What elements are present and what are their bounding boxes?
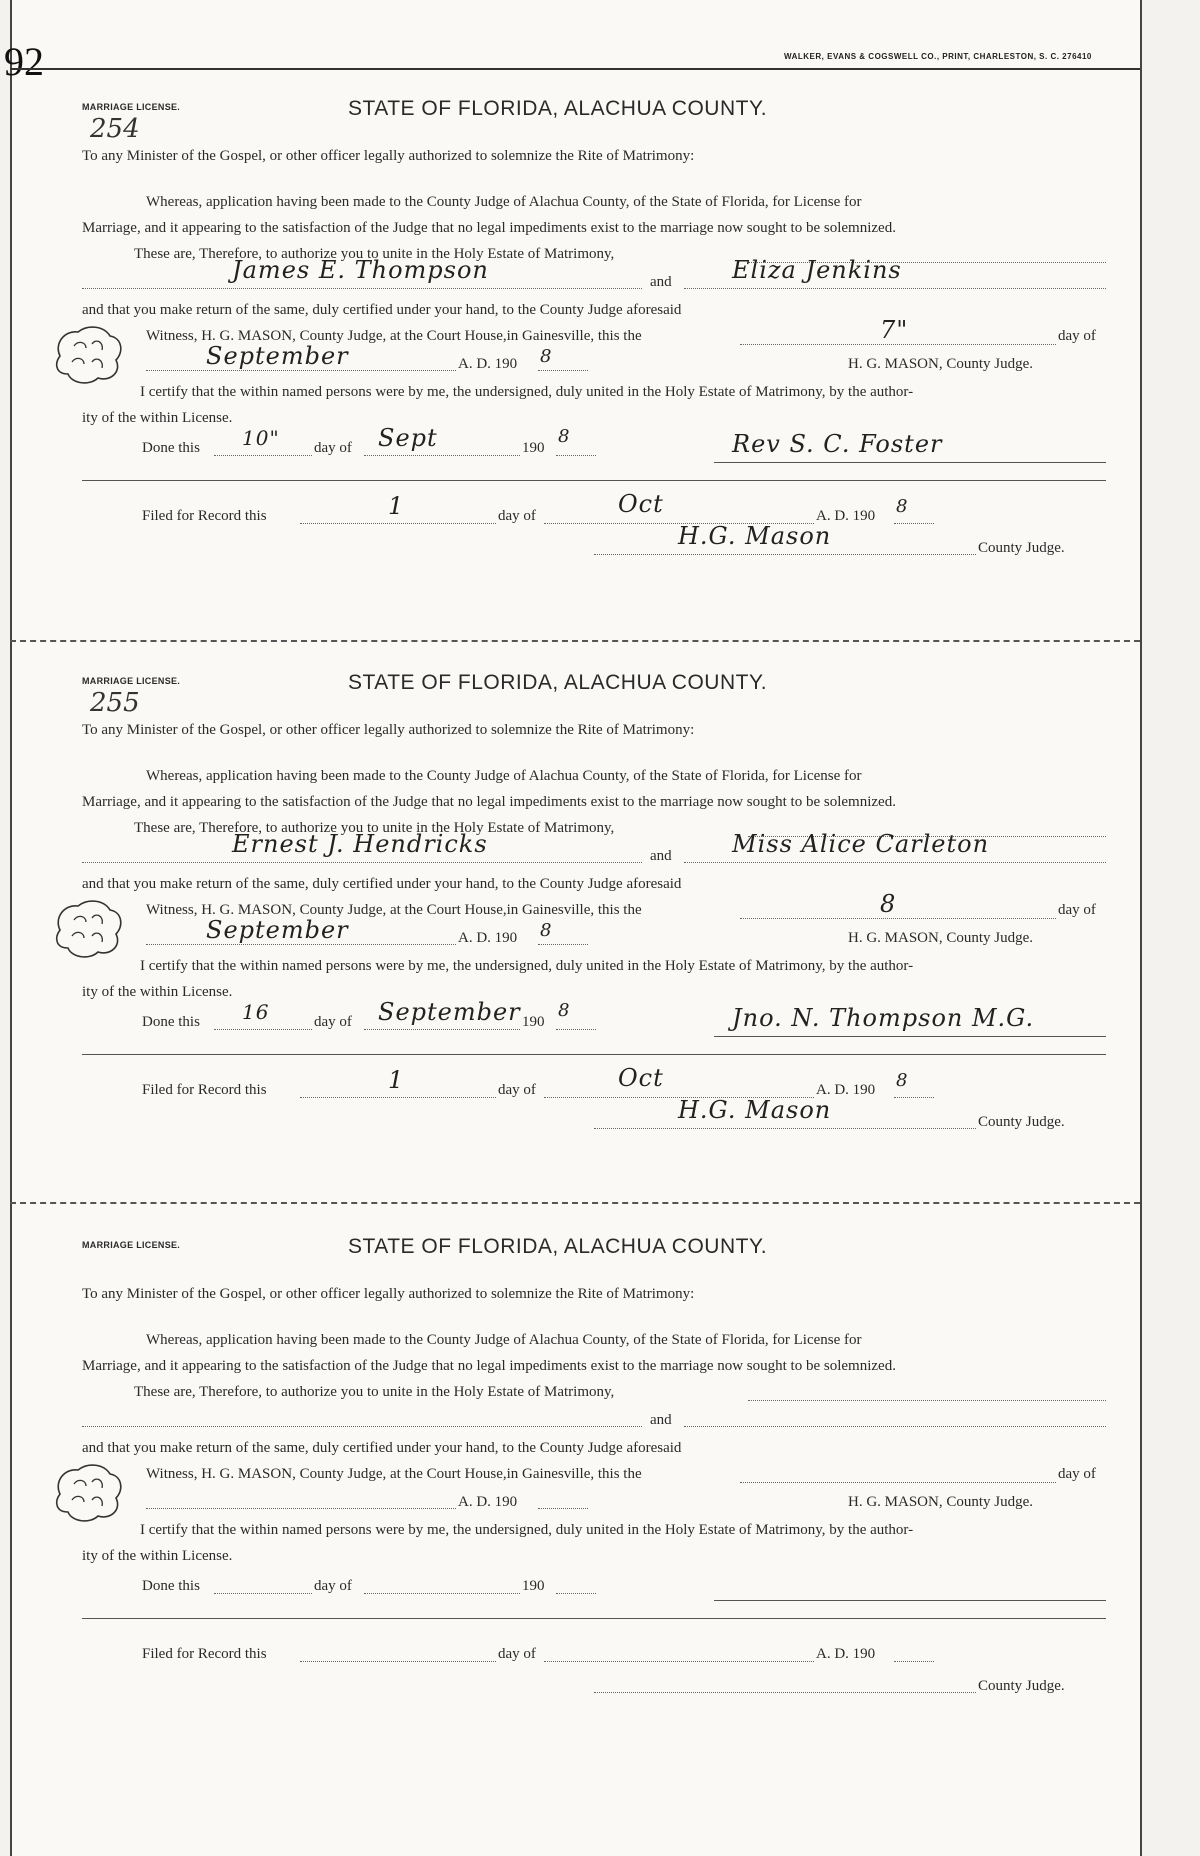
done-month: Sept xyxy=(378,424,438,452)
done-month-line xyxy=(364,1593,520,1594)
witness-line: Witness, H. G. MASON, County Judge, at the Court House,in Gainesville, this the xyxy=(146,902,642,918)
filed-rule xyxy=(82,1618,1106,1619)
certify-line-1: I certify that the within named persons were by me, the undersigned, duly united in the Holy Estate of Matrimony, by the author- xyxy=(140,958,914,974)
day-of-label: day of xyxy=(1058,902,1096,918)
certify-line-1: I certify that the within named persons were by me, the undersigned, duly united in the Holy Estate of Matrimony, by the author- xyxy=(140,1522,914,1538)
these-are-line: These are, Therefore, to authorize you to unite in the Holy Estate of Matrimony, xyxy=(134,246,615,262)
filed-day-of-label: day of xyxy=(498,1082,536,1098)
and-label: and xyxy=(650,1412,672,1428)
county-judge-label: County Judge. xyxy=(978,1114,1065,1130)
whereas-line-2: Marriage, and it appearing to the satisfaction of the Judge that no legal impediments exist to the marriage now sought to be solemnized. xyxy=(82,794,896,810)
witness-line: Witness, H. G. MASON, County Judge, at the Court House,in Gainesville, this the xyxy=(146,328,642,344)
done-month-line xyxy=(364,1029,520,1030)
blank-line xyxy=(748,1400,1106,1401)
filed-year: 8 xyxy=(896,496,909,517)
witness-year-line xyxy=(538,370,588,371)
filed-ad-label: A. D. 190 xyxy=(816,508,876,524)
return-line: and that you make return of the same, duly certified under your hand, to the County Judge aforesaid xyxy=(82,1440,682,1456)
done-month-line xyxy=(364,455,520,456)
filed-year-line xyxy=(894,1661,934,1662)
certify-line-2: ity of the within License. xyxy=(82,1548,233,1564)
judge-signature-line xyxy=(594,554,976,555)
and-label: and xyxy=(650,848,672,864)
filed-month-line xyxy=(544,1661,814,1662)
done-year-label: 190 xyxy=(522,1578,545,1594)
bride-name: Miss Alice Carleton xyxy=(732,830,990,858)
license-state-title: STATE OF FLORIDA, ALACHUA COUNTY. xyxy=(348,1235,768,1258)
witness-day-line xyxy=(740,918,1056,919)
filed-year-line xyxy=(894,1097,934,1098)
done-year-line xyxy=(556,1029,596,1030)
officiant-signature: Rev S. C. Foster xyxy=(732,430,943,458)
judge-label: H. G. MASON, County Judge. xyxy=(848,356,1034,372)
ad-label: A. D. 190 xyxy=(458,1494,518,1510)
done-year: 8 xyxy=(558,1000,571,1021)
done-day-line xyxy=(214,455,312,456)
license-state-title: STATE OF FLORIDA, ALACHUA COUNTY. xyxy=(348,671,768,694)
bride-line xyxy=(684,288,1106,289)
these-are-line: These are, Therefore, to authorize you to unite in the Holy Estate of Matrimony, xyxy=(134,820,615,836)
groom-name: Ernest J. Hendricks xyxy=(232,830,488,858)
done-this-label: Done this xyxy=(142,1014,200,1030)
done-year-line xyxy=(556,1593,596,1594)
witness-year-line xyxy=(538,1508,588,1509)
groom-name: James E. Thompson xyxy=(232,256,489,284)
filed-month: Oct xyxy=(618,490,664,518)
license-label: MARRIAGE LICENSE. xyxy=(82,102,181,112)
seal-scribble xyxy=(52,896,126,960)
officiant-signature: Jno. N. Thompson M.G. xyxy=(732,1004,1035,1032)
filed-day-of-label: day of xyxy=(498,508,536,524)
witness-day-line xyxy=(740,344,1056,345)
filed-rule xyxy=(82,1054,1106,1055)
judge-signature-line xyxy=(594,1128,976,1129)
witness-year-line xyxy=(538,944,588,945)
filed-day-line xyxy=(300,523,496,524)
groom-line xyxy=(82,1426,642,1427)
done-this-label: Done this xyxy=(142,440,200,456)
certify-line-2: ity of the within License. xyxy=(82,410,233,426)
bride-line xyxy=(684,1426,1106,1427)
done-day-of-label: day of xyxy=(314,1014,352,1030)
filed-rule xyxy=(82,480,1106,481)
license-label: MARRIAGE LICENSE. xyxy=(82,1240,181,1250)
filed-year-line xyxy=(894,523,934,524)
marriage-license xyxy=(10,70,1140,640)
judge-signature: H.G. Mason xyxy=(678,522,832,550)
witness-day-line xyxy=(740,1482,1056,1483)
witness-month-line xyxy=(146,944,456,945)
certify-line-2: ity of the within License. xyxy=(82,984,233,1000)
whereas-line-2: Marriage, and it appearing to the satisfaction of the Judge that no legal impediments exist to the marriage now sought to be solemnized. xyxy=(82,1358,896,1374)
witness-day: 8 xyxy=(880,890,897,918)
whereas-line-1: Whereas, application having been made to the County Judge of Alachua County, of the State of Florida, for License for xyxy=(146,768,862,784)
seal-scribble xyxy=(52,1460,126,1524)
license-label: MARRIAGE LICENSE. xyxy=(82,676,181,686)
witness-year: 8 xyxy=(540,920,553,941)
groom-line xyxy=(82,288,642,289)
witness-month: September xyxy=(206,342,349,370)
and-label: and xyxy=(650,274,672,290)
witness-month-line xyxy=(146,370,456,371)
whereas-line-1: Whereas, application having been made to the County Judge of Alachua County, of the State of Florida, for License for xyxy=(146,194,862,210)
return-line: and that you make return of the same, duly certified under your hand, to the County Judge aforesaid xyxy=(82,302,682,318)
printer-imprint: WALKER, EVANS & COGSWELL CO., PRINT, CHARLESTON, S. C. 276410 xyxy=(784,52,1092,61)
filed-label: Filed for Record this xyxy=(142,508,267,524)
these-are-line: These are, Therefore, to authorize you to unite in the Holy Estate of Matrimony, xyxy=(134,1384,615,1400)
marriage-license xyxy=(10,1208,1140,1778)
county-judge-label: County Judge. xyxy=(978,540,1065,556)
officiant-line xyxy=(714,1036,1106,1037)
filed-label: Filed for Record this xyxy=(142,1082,267,1098)
judge-signature-line xyxy=(594,1692,976,1693)
done-year-label: 190 xyxy=(522,1014,545,1030)
filed-month: Oct xyxy=(618,1064,664,1092)
witness-month: September xyxy=(206,916,349,944)
done-year-label: 190 xyxy=(522,440,545,456)
witness-year: 8 xyxy=(540,346,553,367)
seal-scribble xyxy=(52,322,126,386)
section-divider xyxy=(10,640,1140,642)
filed-day-line xyxy=(300,1661,496,1662)
bride-name: Eliza Jenkins xyxy=(732,256,902,284)
county-judge-label: County Judge. xyxy=(978,1678,1065,1694)
done-day: 10" xyxy=(242,426,280,450)
judge-label: H. G. MASON, County Judge. xyxy=(848,930,1034,946)
address-line: To any Minister of the Gospel, or other officer legally authorized to solemnize the Rite of Matrimony: xyxy=(82,1286,695,1302)
officiant-line xyxy=(714,462,1106,463)
filed-day-of-label: day of xyxy=(498,1646,536,1662)
filed-label: Filed for Record this xyxy=(142,1646,267,1662)
judge-signature: H.G. Mason xyxy=(678,1096,832,1124)
filed-day-line xyxy=(300,1097,496,1098)
judge-label: H. G. MASON, County Judge. xyxy=(848,1494,1034,1510)
bride-line xyxy=(684,862,1106,863)
officiant-line xyxy=(714,1600,1106,1601)
done-this-label: Done this xyxy=(142,1578,200,1594)
whereas-line-2: Marriage, and it appearing to the satisfaction of the Judge that no legal impediments exist to the marriage now sought to be solemnized. xyxy=(82,220,896,236)
address-line: To any Minister of the Gospel, or other officer legally authorized to solemnize the Rite of Matrimony: xyxy=(82,722,695,738)
filed-day: 1 xyxy=(388,492,405,520)
whereas-line-1: Whereas, application having been made to the County Judge of Alachua County, of the State of Florida, for License for xyxy=(146,1332,862,1348)
license-number: 255 xyxy=(90,688,140,718)
witness-day: 7" xyxy=(880,316,909,344)
ad-label: A. D. 190 xyxy=(458,930,518,946)
witness-month-line xyxy=(146,1508,456,1509)
day-of-label: day of xyxy=(1058,328,1096,344)
license-number: 254 xyxy=(90,114,140,144)
filed-day: 1 xyxy=(388,1066,405,1094)
done-day-of-label: day of xyxy=(314,440,352,456)
page-number: 92 xyxy=(4,39,44,84)
certify-line-1: I certify that the within named persons were by me, the undersigned, duly united in the Holy Estate of Matrimony, by the author- xyxy=(140,384,914,400)
done-month: September xyxy=(378,998,521,1026)
filed-ad-label: A. D. 190 xyxy=(816,1646,876,1662)
ad-label: A. D. 190 xyxy=(458,356,518,372)
done-year-line xyxy=(556,455,596,456)
groom-line xyxy=(82,862,642,863)
return-line: and that you make return of the same, duly certified under your hand, to the County Judge aforesaid xyxy=(82,876,682,892)
done-day-line xyxy=(214,1593,312,1594)
done-day-line xyxy=(214,1029,312,1030)
day-of-label: day of xyxy=(1058,1466,1096,1482)
witness-line: Witness, H. G. MASON, County Judge, at the Court House,in Gainesville, this the xyxy=(146,1466,642,1482)
filed-year: 8 xyxy=(896,1070,909,1091)
marriage-license xyxy=(10,644,1140,1214)
filed-ad-label: A. D. 190 xyxy=(816,1082,876,1098)
license-state-title: STATE OF FLORIDA, ALACHUA COUNTY. xyxy=(348,97,768,120)
address-line: To any Minister of the Gospel, or other officer legally authorized to solemnize the Rite of Matrimony: xyxy=(82,148,695,164)
done-day: 16 xyxy=(242,1000,270,1024)
done-year: 8 xyxy=(558,426,571,447)
done-day-of-label: day of xyxy=(314,1578,352,1594)
